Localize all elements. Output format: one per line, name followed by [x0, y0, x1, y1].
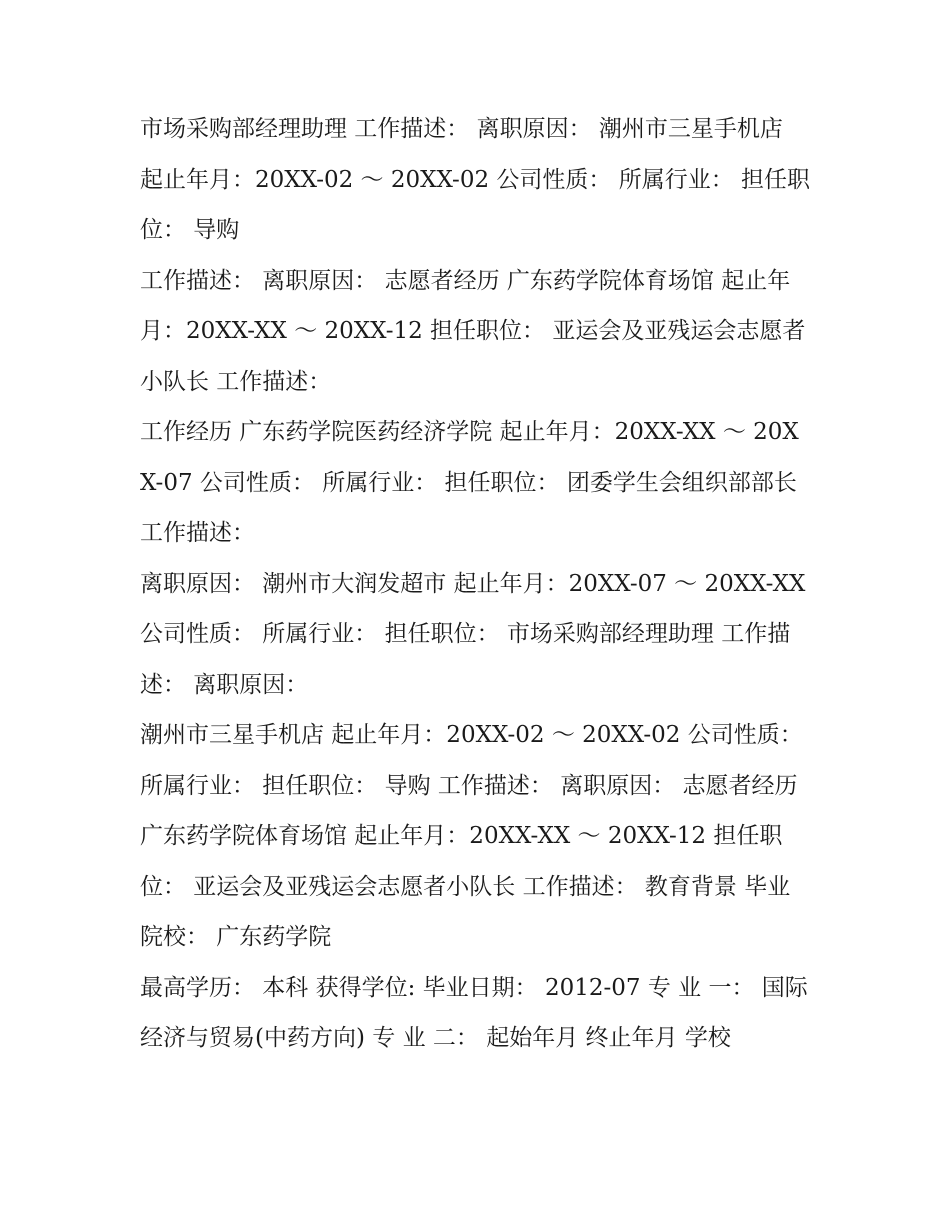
paragraph-6: 广东药学院体育场馆 起止年月：20XX-XX ～ 20XX-12 担任职位： 亚运会及亚残运会志愿者小队长 工作描述： 教育背景 毕业院校： 广东药学院 — [140, 823, 791, 950]
paragraph-2: 工作描述： 离职原因： 志愿者经历 广东药学院体育场馆 起止年月：20XX-XX ～ 20XX-12 担任职位： 亚运会及亚残运会志愿者小队长 工作描述： — [140, 267, 806, 395]
paragraph-7: 最高学历： 本科 获得学位: 毕业日期： 2012-07 专 业 一： 国际经济与贸易(中药方向) 专 业 二： 起始年月 终止年月 学校 — [140, 974, 808, 1051]
paragraph-1: 市场采购部经理助理 工作描述： 离职原因： 潮州市三星手机店 起止年月：20XX-02 ～ 20XX-02 公司性质： 所属行业： 担任职位： 导购 — [140, 116, 811, 243]
paragraph-4: 离职原因： 潮州市大润发超市 起止年月：20XX-07 ～ 20XX-XX 公司性质： 所属行业： 担任职位： 市场采购部经理助理 工作描述： 离职原因： — [140, 570, 806, 698]
paragraph-5: 潮州市三星手机店 起止年月：20XX-02 ～ 20XX-02 公司性质： 所属行业： 担任职位： 导购 工作描述： 离职原因： 志愿者经历 — [140, 722, 803, 799]
paragraph-3: 工作经历 广东药学院医药经济学院 起止年月：20XX-XX ～ 20XX-07 公司性质： 所属行业： 担任职位： 团委学生会组织部部长 工作描述： — [140, 419, 799, 546]
document-body — [140, 104, 812, 1064]
